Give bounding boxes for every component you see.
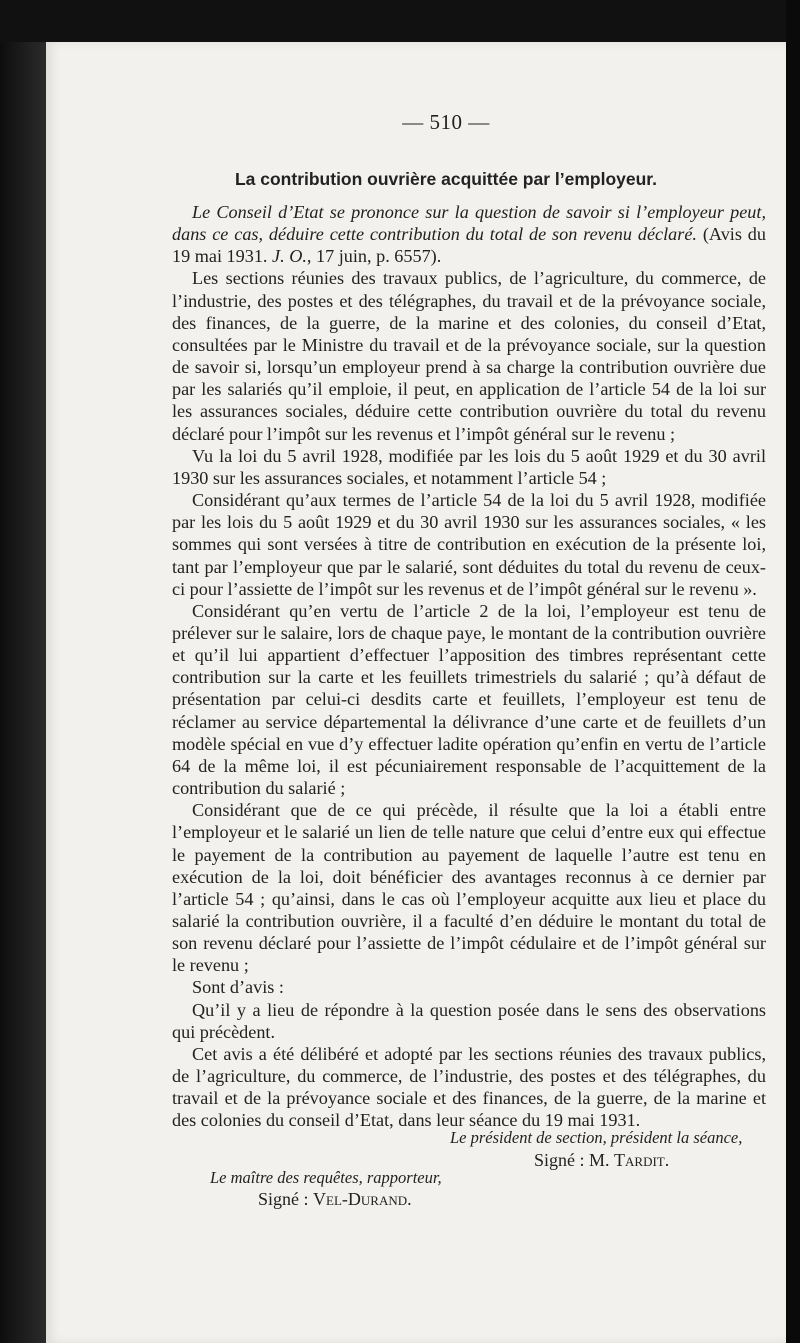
rapporteur-role: Le maître des requêtes, rapporteur,	[210, 1168, 442, 1187]
paragraph-considerant-article-54: Considérant qu’aux termes de l’article 54 de la loi du 5 avril 1928, modifiée par les lois du 5 août 1929 et du 30 avril 1930 sur les assurances sociales, « les sommes qui sont versées à titre de contribution en exécution de la présente loi, tant par l’employeur que par le salarié, sont déduites du total du revenu de ceux-ci pour l’assiette de l’impôt sur les revenus et de l’impôt général sur le revenu ».	[172, 490, 766, 599]
rapporteur-signed-prefix: Signé :	[258, 1189, 314, 1209]
document-body	[172, 201, 766, 1132]
paragraph-considerant-article-2: Considérant qu’en vertu de l’article 2 de la loi, l’employeur est tenu de prélever sur le salaire, lors de chaque paye, le montant de la contribution ouvrière et qu’il lui appartient d’effectuer l’apposition des timbres représentant cette contribution sur la carte et les feuillets trimestriels du salarié ; qu’à défaut de présentation par celui-ci desdits carte et feuillets, l’employeur est tenu de réclamer au service départemental la délivrance d’une carte et de feuillets d’un modèle spécial en vue d’y effectuer ladite opération qu’enfin en vertu de l’article 64 de la même loi, il est pécuniairement responsable de l’acquittement de la contribution du salarié ;	[172, 600, 766, 799]
paragraph-reponse: Qu’il y a lieu de répondre à la question posée dans le sens des observations qui précèdent.	[172, 999, 766, 1042]
binding-edge	[0, 42, 46, 1343]
section-title: La contribution ouvrière acquittée par l’employeur.	[234, 169, 658, 189]
scan-right-edge	[786, 0, 800, 1343]
citation-after: , 17 juin, p. 6557).	[306, 246, 442, 267]
paragraph-sont-d-avis: Sont d’avis :	[192, 977, 284, 998]
page-number: — 510 —	[402, 110, 490, 134]
paragraph-vu-la-loi: Vu la loi du 5 avril 1928, modifiée par les lois du 5 août 1929 et du 30 avril 1930 sur les assurances sociales, et notamment l’article 54 ;	[172, 445, 766, 488]
citation-before: (Avis du 19 mai 1931.	[172, 224, 766, 267]
paragraph-deliberation: Cet avis a été délibéré et adopté par les sections réunies des travaux publics, de l’agriculture, du commerce, de l’industrie, des postes et des télégraphes, du travail et de la prévoyance sociale et des finances, de la guerre, de la marine et des colonies du conseil d’Etat, dans leur séance du 19 mai 1931.	[172, 1043, 766, 1131]
president-signed-prefix: Signé : M.	[534, 1150, 615, 1170]
summary-text: Le Conseil d’Etat se prononce sur la question de savoir si l’employeur peut, dans ce cas, déduire cette contribution du total de son revenu déclaré.	[172, 202, 766, 245]
rapporteur-name: Vel-Durand.	[313, 1189, 412, 1209]
summary-paragraph	[172, 201, 766, 267]
paragraph-sections-reunies: Les sections réunies des travaux publics, de l’agriculture, du commerce, de l’industrie, des postes et des télégraphes, du travail et de la prévoyance sociale, des finances, de la guerre, de la marine et des colonies, du conseil d’Etat, consultées par le Ministre du travail et de la prévoyance sociale, sur la question de savoir si, lorsqu’un employeur prend à sa charge la contribution ouvrière due par les salariés qu’il emploie, il peut, en application de l’article 54 de la loi sur les assurances sociales, déduire cette contribution ouvrière du total du revenu déclaré pour l’impôt sur les revenus et l’impôt général sur le revenu ;	[172, 268, 766, 444]
president-name: Tardit.	[614, 1150, 670, 1170]
president-role: Le président de section, président la séance,	[450, 1128, 743, 1147]
paragraph-considerant-lien: Considérant que de ce qui précède, il résulte que la loi a établi entre l’employeur et le salarié un lien de telle nature que celui d’entre eux qui effectue le payement de la contribution au payement de laquelle l’autre est tenu en exécution de la loi, doit bénéficier des avantages reconnus à ce dernier par l’article 54 ; qu’ainsi, dans le cas où l’employeur acquitte aux lieu et place du salarié la contribution ouvrière, il a faculté d’en déduire le montant du total de son revenu déclaré pour l’assiette de l’impôt cédulaire et de l’impôt général sur le revenu ;	[172, 800, 766, 976]
journal-abbreviation: J. O.	[272, 246, 307, 267]
